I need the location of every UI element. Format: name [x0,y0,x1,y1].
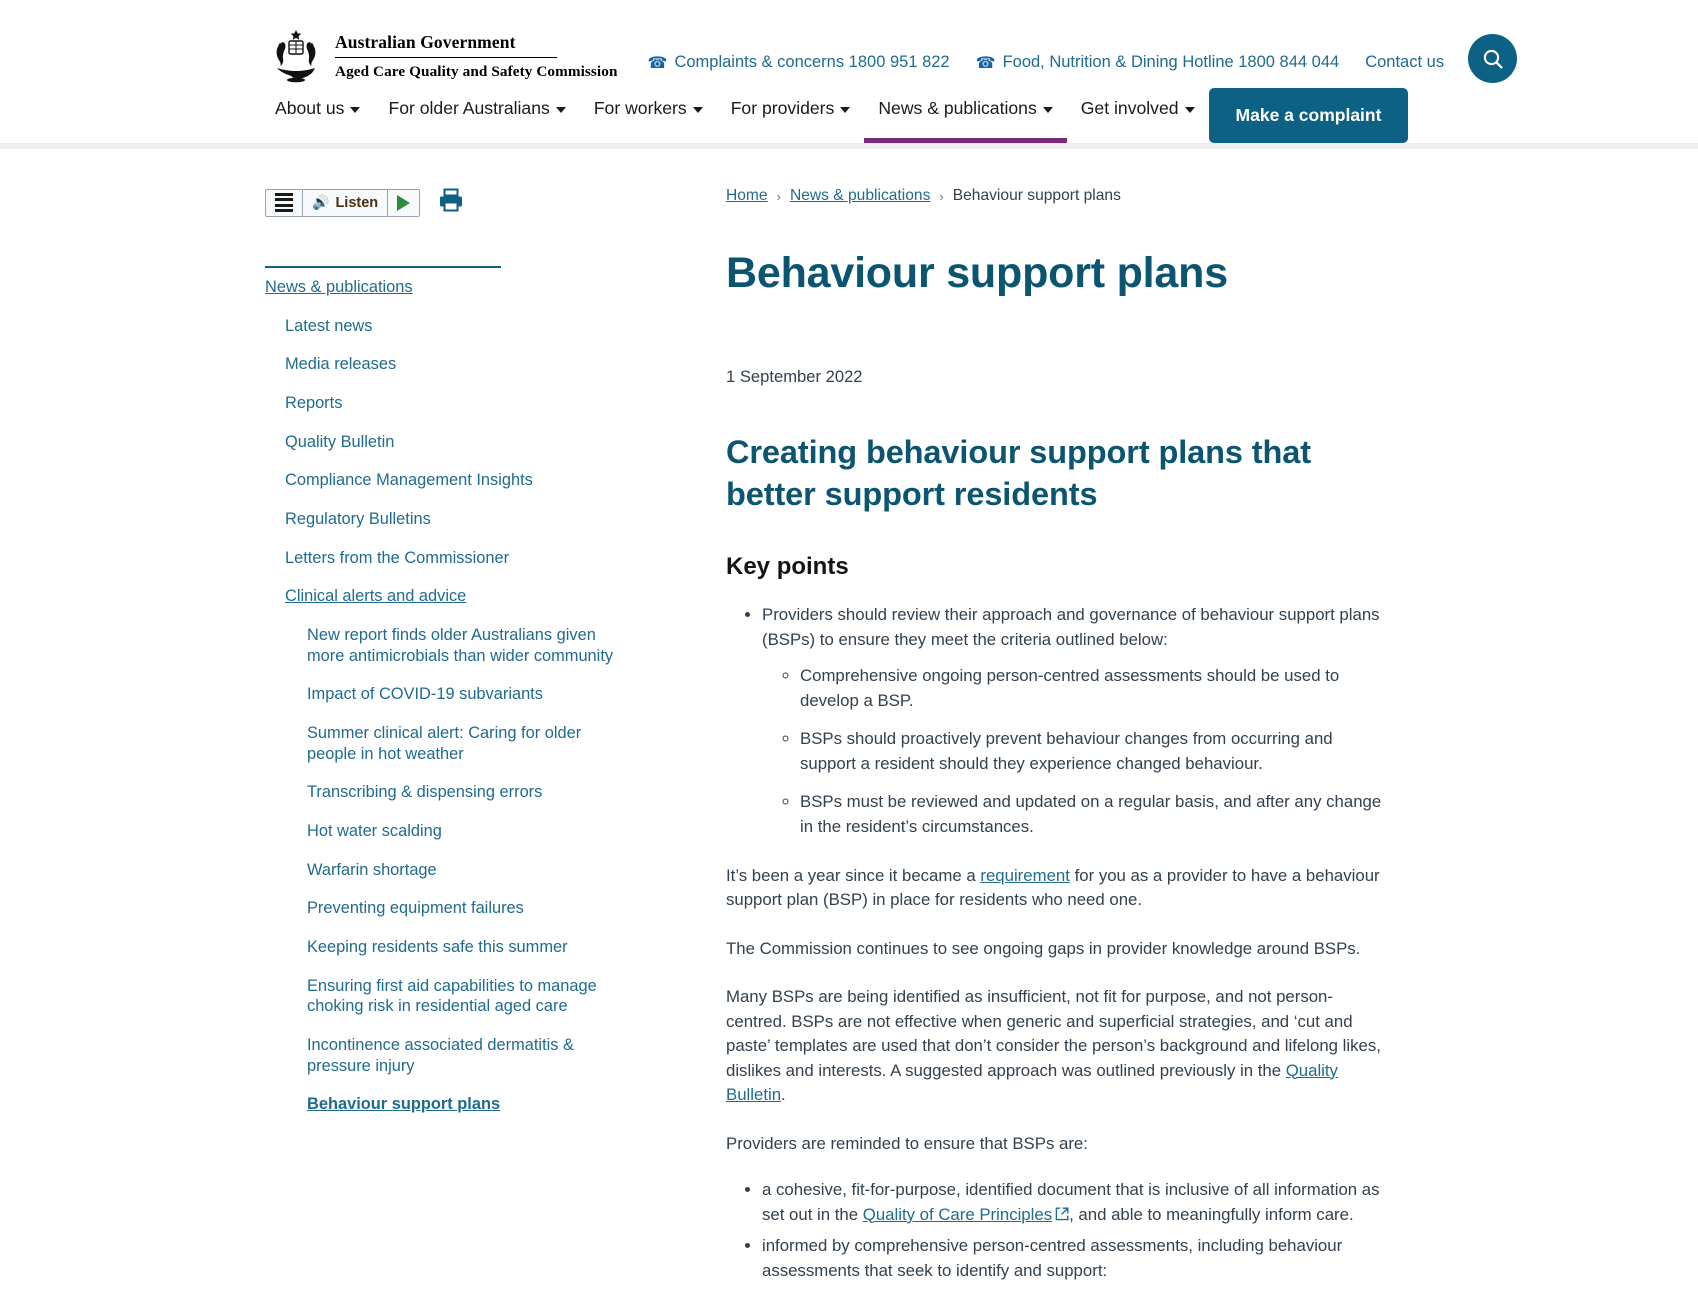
food-hotline-label: Food, Nutrition & Dining Hotline 1800 844 044 [1002,53,1340,71]
list-item: • informed by comprehensive person-centred assessments, including behaviour assessments that seek to identify and support: [762,1234,1386,1283]
site-brand[interactable] [265,28,618,84]
sidebar-item-transcribing-dispensing-errors[interactable]: Transcribing & dispensing errors [307,783,543,802]
sidebar-item-ensuring-first-aid-capabilities[interactable]: Ensuring first aid capabilities to manage choking risk in residential aged care [307,976,597,1016]
nav-label: For providers [730,98,835,118]
breadcrumb-current: Behaviour support plans [952,187,1121,204]
sidebar-item-warfarin-shortage[interactable]: Warfarin shortage [307,860,437,879]
sidebar-nav-list [265,268,623,1124]
publish-date: 1 September 2022 [726,366,863,386]
print-button[interactable] [438,187,464,218]
key-point-text: Providers should review their approach and governance of behaviour support plans (BSPs) to ensure they meet the criteria outlined below: [762,605,1380,649]
search-icon [1481,47,1505,71]
text-before-link: It’s been a year since it became a [726,865,981,885]
quality-of-care-principles-link[interactable]: Quality of Care Principles [862,1204,1053,1224]
key-points-list [726,603,1386,839]
menu-bars-icon [275,193,293,212]
sidebar [265,187,623,1289]
header-contact-links [648,28,1698,83]
sidebar-item-hot-water-scalding[interactable]: Hot water scalding [307,822,442,841]
quality-bulletin-link[interactable]: Quality Bulletin [726,1060,1338,1105]
play-icon [397,195,410,211]
brand-line-2: Aged Care Quality and Safety Commission [335,62,618,80]
chevron-down-icon [350,107,360,113]
breadcrumb-news-publications[interactable]: News & publications [789,187,931,204]
chevron-down-icon [556,107,566,113]
breadcrumb-separator: › [776,188,781,204]
sidebar-item-impact-of-covid-19-subvariants[interactable]: Impact of COVID-19 subvariants [307,685,543,704]
food-hotline-link[interactable] [976,53,1340,73]
complaints-phone-label: Complaints & concerns 1800 951 822 [674,53,950,71]
sidebar-item-new-report-antimicrobials[interactable]: New report finds older Australians given more antimicrobials than wider community [307,626,614,665]
list-item: ◦ BSPs must be reviewed and updated on a regular basis, and after any change in the resident’s circumstances. [800,790,1386,839]
header-top-row [0,0,1698,84]
text-after-link: , and able to meaningfully inform care. [1069,1204,1354,1224]
nav-item-for-providers[interactable] [717,84,865,143]
list-item: ◦ BSPs should proactively prevent behaviour changes from occurring and support a resident should they experience changed behaviour. [800,727,1386,776]
text-before-link: a cohesive, fit-for-purpose, identified document that is inclusive of all information as set out in the [762,1180,1380,1224]
sidebar-item-quality-bulletin[interactable]: Quality Bulletin [285,432,395,451]
sidebar-item-latest-news[interactable]: Latest news [285,316,373,335]
play-button[interactable] [388,190,419,216]
listen-button[interactable] [303,190,387,216]
sidebar-item-incontinence-associated-dermatitis[interactable]: Incontinence associated dermatitis & pressure injury [307,1036,574,1075]
brand-line-1: Australian Government [335,32,557,58]
make-a-complaint-button[interactable]: Make a complaint [1209,88,1409,143]
paragraph-commission-gaps: The Commission continues to see ongoing gaps in provider knowledge around BSPs. [726,938,1361,958]
listen-label: Listen [335,194,379,211]
nav-label: For older Australians [388,98,550,118]
requirement-link[interactable]: requirement [980,865,1070,885]
text-before-link: Many BSPs are being identified as insufficient, not fit for purpose, and not person-centred. BSPs are not effective when generic and superficial strategies, and ‘cut and paste’ templates are used that don’t consider the person’s background and lifelong likes, dislikes and interests. A suggested approach was outlined previously in the [726,987,1381,1080]
sidebar-item-behaviour-support-plans[interactable]: Behaviour support plans [307,1095,501,1114]
key-points-sublist [762,664,1386,839]
nav-label: About us [275,98,345,118]
main-navigation [265,84,1209,143]
list-item [762,603,1386,839]
sidebar-item-news-publications[interactable]: News & publications [265,278,413,296]
nav-item-for-older-australians[interactable] [374,84,579,143]
text-after-link: for you as a provider to have a behaviour support plan (BSP) in place for residents who need one. [726,865,1380,910]
breadcrumb-separator: › [939,188,944,204]
readspeaker-widget[interactable] [265,189,420,217]
breadcrumb-home[interactable]: Home [726,187,768,204]
readspeaker-menu-button[interactable] [266,190,302,216]
list-item [762,1178,1386,1228]
paragraph-providers-reminded: Providers are reminded to ensure that BSPs are: [726,1133,1088,1153]
nav-item-get-involved[interactable] [1067,84,1209,143]
print-icon [438,187,464,213]
page-title: Behaviour support plans [726,249,1228,297]
site-header [0,0,1698,149]
sidebar-item-clinical-alerts-and-advice[interactable]: Clinical alerts and advice [285,587,467,606]
sidebar-item-keeping-residents-safe-this-summer[interactable]: Keeping residents safe this summer [307,938,568,957]
text-after-link: . [781,1085,786,1105]
nav-label: For workers [593,98,687,118]
contact-us-link[interactable]: Contact us [1365,53,1445,71]
page-content [0,149,1698,1289]
search-button[interactable] [1468,34,1517,83]
nav-label: Get involved [1080,98,1179,118]
breadcrumb [726,187,1386,205]
paragraph-many-bsps [726,985,1386,1108]
phone-icon: ☎ [647,54,668,72]
article-subtitle: Creating behaviour support plans that better support residents [726,433,1311,513]
sidebar-item-reports[interactable]: Reports [285,394,343,413]
bsp-requirements-list [726,1178,1386,1283]
nav-item-about-us[interactable] [265,84,374,143]
external-link-icon [1055,1204,1069,1229]
sidebar-item-letters-from-the-commissioner[interactable]: Letters from the Commissioner [285,548,510,567]
phone-icon: ☎ [975,54,996,72]
nav-item-for-workers[interactable] [580,84,717,143]
paragraph-requirement [726,864,1386,913]
sidebar-item-compliance-management-insights[interactable]: Compliance Management Insights [285,471,533,490]
list-item: ◦ Comprehensive ongoing person-centred assessments should be used to develop a BSP. [800,664,1386,713]
main-column [726,187,1386,1289]
header-bottom-row [0,84,1698,143]
sidebar-item-regulatory-bulletins[interactable]: Regulatory Bulletins [285,510,431,529]
page-tools [265,187,623,218]
sidebar-item-summer-clinical-alert[interactable]: Summer clinical alert: Caring for older people in hot weather [307,724,582,763]
nav-label: News & publications [878,98,1037,118]
key-points-heading: Key points [726,553,849,581]
chevron-down-icon [1043,107,1053,113]
speaker-icon: 🔊 [312,194,330,210]
chevron-down-icon [693,107,703,113]
chevron-down-icon [1185,107,1195,113]
cta-wrapper [1209,84,1409,143]
chevron-down-icon [840,107,850,113]
complaints-phone-link[interactable] [648,53,950,73]
sidebar-item-media-releases[interactable]: Media releases [285,355,397,374]
sidebar-item-preventing-equipment-failures[interactable]: Preventing equipment failures [307,899,524,918]
nav-item-news-publications[interactable] [864,84,1066,143]
australian-coat-of-arms-icon [265,28,327,84]
